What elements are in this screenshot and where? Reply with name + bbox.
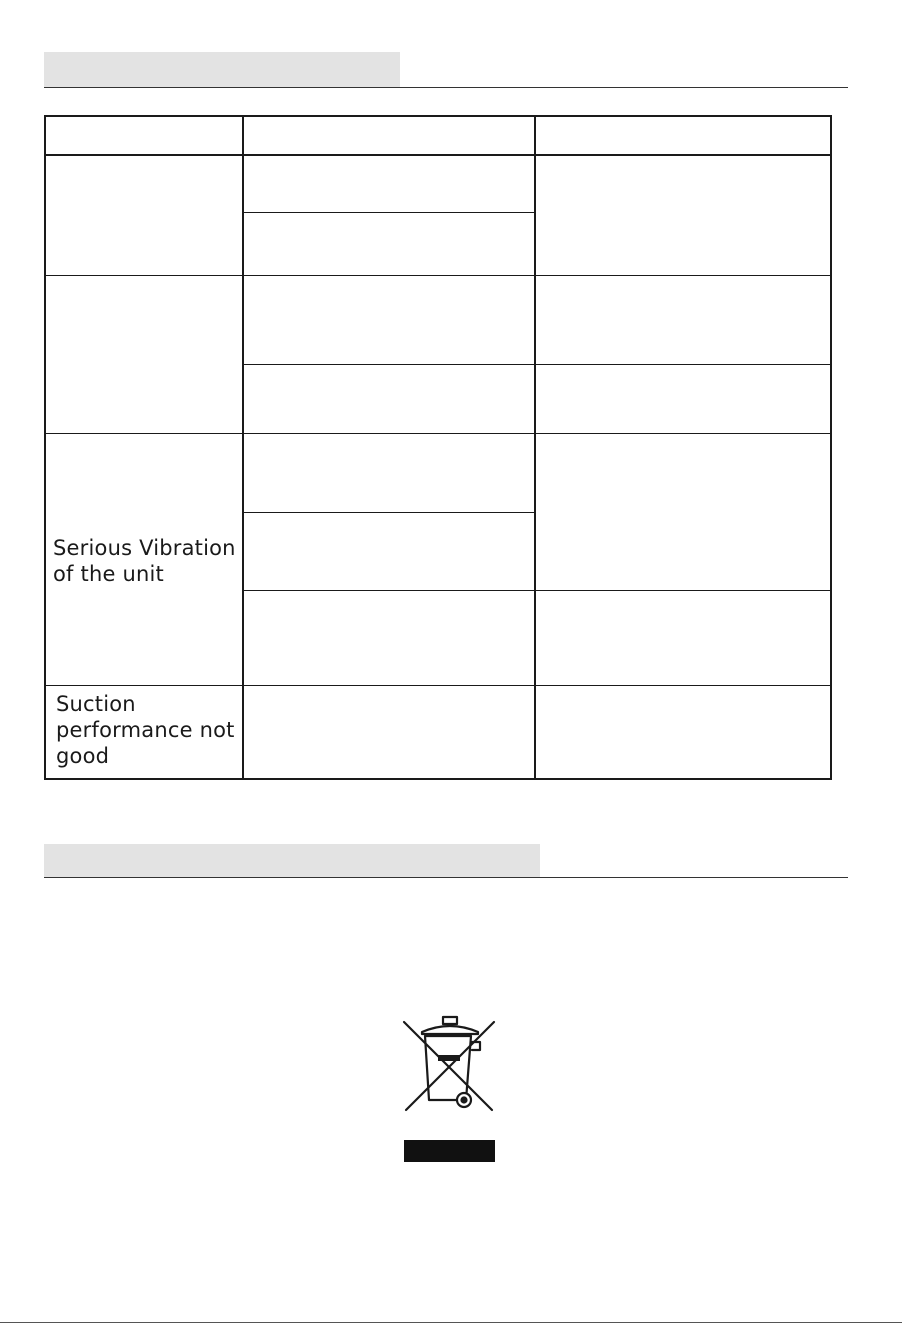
table-border-bottom <box>44 778 832 780</box>
section-header-rule-disposal <box>44 877 848 878</box>
table-row-divider-2 <box>44 433 832 434</box>
page-bottom-edge <box>0 1322 902 1323</box>
table-row-divider-1 <box>44 275 832 276</box>
symptom-serious-vibration: Serious Vibration of the unit <box>53 536 236 586</box>
table-column-divider-2 <box>534 115 536 780</box>
table-border-right <box>830 115 832 780</box>
table-subrow-divider-1a <box>242 212 536 213</box>
table-column-divider-1 <box>242 115 244 780</box>
table-row-divider-3 <box>44 685 832 686</box>
weee-solid-bar <box>404 1140 495 1162</box>
table-subrow-divider-3b <box>242 590 832 591</box>
table-subrow-divider-3a <box>242 512 536 513</box>
table-border-top <box>44 115 832 117</box>
table-header-divider <box>44 154 832 156</box>
crossed-out-wheelie-bin-icon <box>398 1012 502 1122</box>
symptom-suction-performance: Suction performance not good <box>56 692 235 768</box>
table-subrow-divider-2a <box>242 364 832 365</box>
table-border-left <box>44 115 46 780</box>
section-header-bar-disposal <box>44 844 540 878</box>
